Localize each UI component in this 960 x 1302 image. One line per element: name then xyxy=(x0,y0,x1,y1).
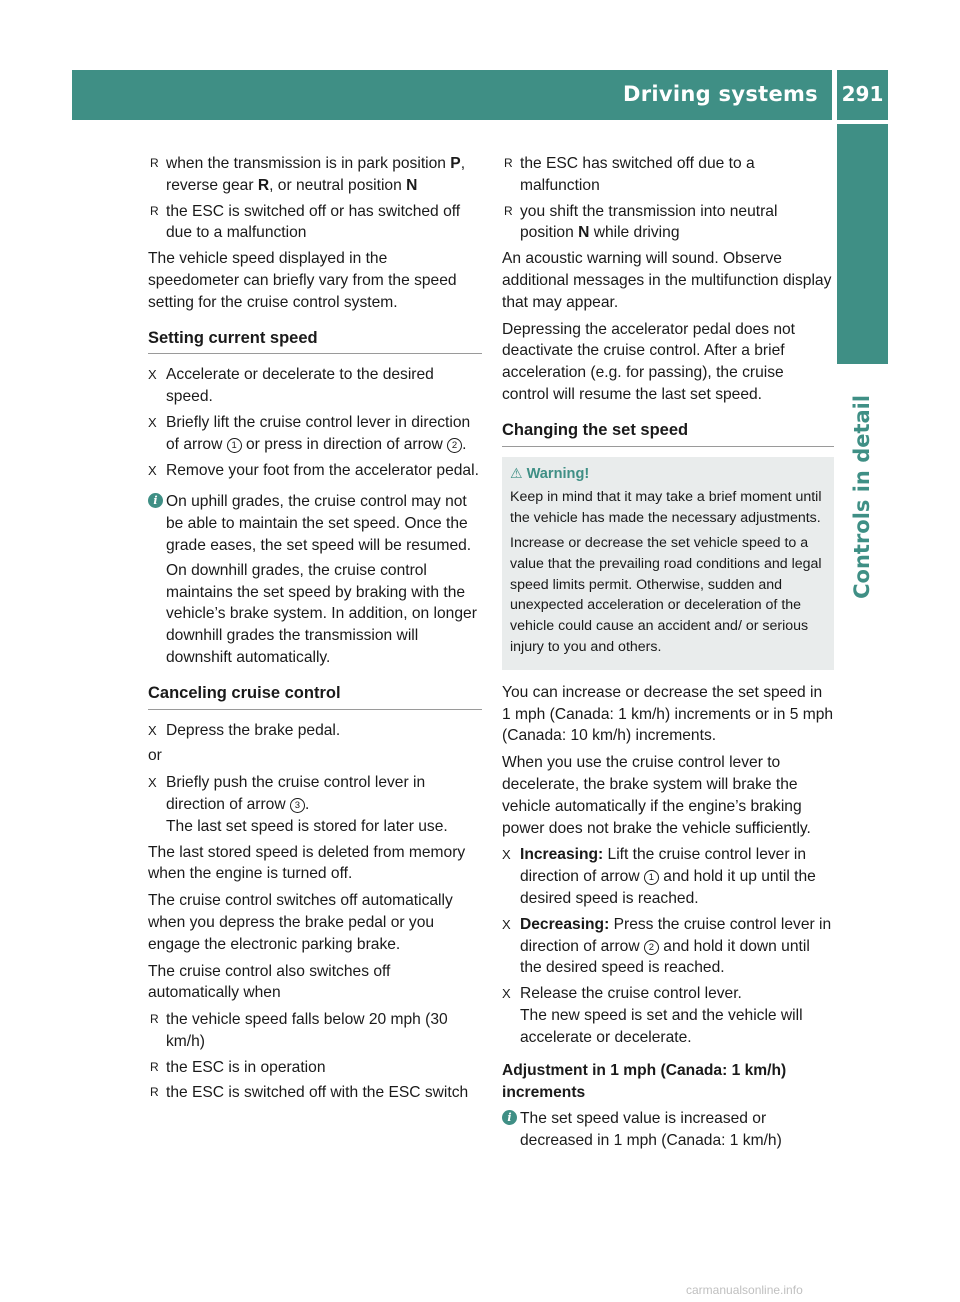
step-item: X Accelerate or decelerate to the desired speed. xyxy=(148,366,434,406)
list-item: R the ESC is in operation xyxy=(148,1057,482,1079)
step-arrow-icon: X xyxy=(148,414,157,430)
bullet-marker: R xyxy=(150,156,159,170)
step-arrow-icon: X xyxy=(502,986,511,1002)
list-item: R the ESC is switched off with the ESC switch xyxy=(148,1082,482,1104)
arrow-2-marker: 2 xyxy=(644,940,659,955)
bullet-marker: R xyxy=(504,203,513,218)
list-item: R the ESC has switched off due to a malfunction xyxy=(504,155,755,194)
step-arrow-icon: X xyxy=(502,916,511,932)
warning-box xyxy=(502,457,834,670)
right-column xyxy=(502,153,834,1158)
or-text: or xyxy=(148,747,162,765)
paragraph: Depressing the accelerator pedal does not deactivate the cruise control. After a brief acceleration (e.g. for passing), the cruise control will resume the last set speed. xyxy=(502,320,795,403)
paragraph: The vehicle speed displayed in the speedometer can briefly vary from the speed setting for the cruise control system. xyxy=(148,250,457,311)
bullet-marker: R xyxy=(150,1012,159,1027)
list-item: R the ESC is switched off or has switched off due to a malfunction xyxy=(150,202,461,242)
info-icon: i xyxy=(148,493,163,508)
bullet-marker: R xyxy=(150,203,159,218)
page-header xyxy=(72,70,832,120)
step-arrow-icon: X xyxy=(148,722,157,738)
info-note: i On uphill grades, the cruise control may not be able to maintain the set speed. Once the grade eases, the set speed will be resumed. On downhill grades, the cruise control maintains the set speed by braking with the vehicle’s brake system. In addition, on longer downhill grades the transmission will downshift automatically. xyxy=(148,491,482,668)
step-arrow-icon: X xyxy=(148,462,157,478)
step-item: X Remove your foot from the accelerator pedal. xyxy=(148,460,482,482)
step-item: X Briefly push the cruise control lever in direction of arrow 3 . The last set speed is stored for later use. xyxy=(148,774,448,835)
heading-adjustment-increments: Adjustment in 1 mph (Canada: 1 km/h) increments xyxy=(502,1062,787,1102)
info-icon: i xyxy=(502,1110,517,1125)
side-tab-text: Controls in detail xyxy=(849,395,874,599)
paragraph: An acoustic warning will sound. Observe additional messages in the multifunction display that may appear. xyxy=(502,250,832,311)
warning-text: Keep in mind that it may take a brief moment until the vehicle has made the necessary adjustments. xyxy=(510,489,822,527)
heading-changing-set-speed: Changing the set speed xyxy=(502,420,834,447)
info-note: i The set speed value is increased or decreased in 1 mph (Canada: 1 km/h) xyxy=(502,1108,834,1152)
bullet-marker: R xyxy=(504,156,513,170)
step-arrow-icon: X xyxy=(148,367,157,383)
side-tab-bar xyxy=(837,124,888,364)
warning-title: ⚠ Warning! xyxy=(510,464,590,482)
warning-text: Increase or decrease the set vehicle speed to a value that the prevailing road conditions and legal speed limits permit. Otherwise, sudden and unexpected acceleration or deceleration of the vehicle could cause an accident and/ or serious injury to you and others. xyxy=(510,534,822,655)
step-arrow-icon: X xyxy=(502,847,511,863)
section-title: Driving systems xyxy=(622,82,818,107)
paragraph: When you use the cruise control lever to decelerate, the brake system will brake the vehicle automatically if the engine’s braking power does not brake the vehicle sufficiently. xyxy=(502,754,811,837)
arrow-3-marker: 3 xyxy=(290,798,305,813)
left-column xyxy=(148,153,482,1108)
arrow-2-marker: 2 xyxy=(447,438,462,453)
step-item: X Decreasing: Press the cruise control lever in direction of arrow 2 and hold it down until the desired speed is reached. xyxy=(502,915,832,977)
heading-setting-current-speed: Setting current speed xyxy=(148,328,482,355)
paragraph: You can increase or decrease the set speed in 1 mph (Canada: 1 km/h) increments or in 5 mph (Canada: 10 km/h) increments. xyxy=(502,683,834,745)
paragraph: The cruise control switches off automatically when you depress the brake pedal or you engage the electronic parking brake. xyxy=(148,892,453,953)
list-item: R you shift the transmission into neutral position N while driving xyxy=(504,202,778,242)
list-item: R the vehicle speed falls below 20 mph (30 km/h) xyxy=(150,1011,448,1050)
step-arrow-icon: X xyxy=(148,775,157,791)
warning-triangle-icon: ⚠ xyxy=(510,464,523,481)
step-item: X Depress the brake pedal. xyxy=(148,720,482,742)
step-item: X Release the cruise control lever. The new speed is set and the vehicle will accelerate or decelerate. xyxy=(502,985,803,1046)
bullet-marker: R xyxy=(150,1085,159,1100)
footer-watermark: carmanualsonline.info xyxy=(686,1283,803,1297)
step-item: X Increasing: Lift the cruise control lever in direction of arrow 1 and hold it up until the desired speed is reached. xyxy=(502,846,816,907)
paragraph: The last stored speed is deleted from memory when the engine is turned off. xyxy=(148,843,466,883)
side-tab-label xyxy=(837,372,888,622)
arrow-1-marker: 1 xyxy=(227,438,242,453)
list-item: R when the transmission is in park position P, reverse gear R, or neutral position N xyxy=(150,155,466,194)
paragraph: The cruise control also switches off automatically when xyxy=(148,962,391,1002)
bullet-marker: R xyxy=(150,1059,159,1074)
heading-canceling-cruise-control: Canceling cruise control xyxy=(148,683,482,710)
page-number: 291 xyxy=(837,70,888,120)
arrow-1-marker: 1 xyxy=(644,870,659,885)
step-item: X Briefly lift the cruise control lever in direction of arrow 1 or press in direction of arrow 2 . xyxy=(148,413,471,453)
